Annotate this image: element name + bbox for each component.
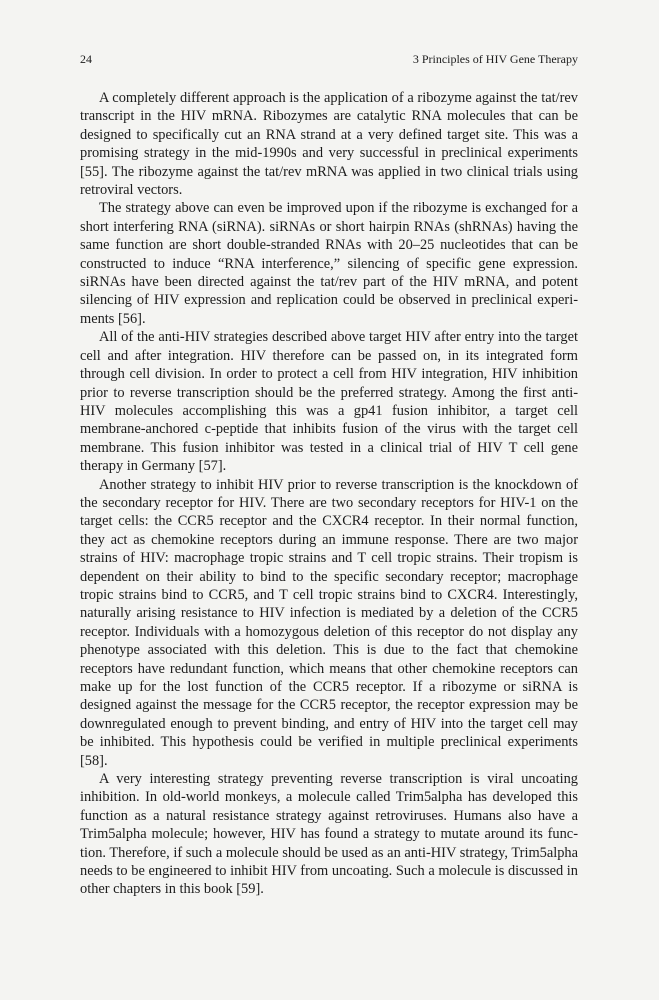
paragraph-fusion-inhibitor: All of the anti-HIV strategies described above target HIV after entry into the target cell and after integration. HIV therefore can be passed on, in its integrated form through cell division. In order to protect a cell from HIV integration, HIV inhibition prior to reverse transcription should be the preferred strategy. Among the first anti-HIV molecules accomplishing this was a gp41 fusion inhibitor, a target cell membrane-anchored c-peptide that inhibits fusion of the virus with the target cell membrane. This fusion inhibitor was tested in a clinical trial of HIV T cell gene therapy in Germany [57]. (80, 329, 578, 475)
body-text (80, 89, 578, 899)
paragraph-ccr5-knockdown: Another strategy to inhibit HIV prior to reverse transcription is the knockdown of the secondary receptor for HIV. There are two secondary receptors for HIV-1 on the target cells: the CCR5 receptor and the CXCR4 receptor. In their normal function, they act as chemokine receptors during an immune response. There are two major strains of HIV: macrophage tropic strains and T cell tropic strains. Their tropism is dependent on their ability to bind to the specific secondary receptor; macrophage tropic strains bind to CCR5, and T cell tropic strains bind to CXCR4. Interestingly, naturally arising resistance to HIV infection is mediated by a deletion of the CCR5 receptor. Individuals with a homozygous deletion of this receptor do not display any phenotype associated with this deletion. This is due to the fact that chemokine receptors have redundant function, which means that other chemokine receptors can make up for the lost function of the CCR5 receptor. If a ribozyme or siRNA is designed against the message for the CCR5 receptor, the receptor expression may be downregulated enough to prevent binding, and entry of HIV into the target cell may be inhibited. This hypothesis could be verified in multiple preclinical experiments [58]. (80, 476, 578, 769)
chapter-title: 3 Principles of HIV Gene Therapy (412, 52, 578, 66)
paragraph-sirna: The strategy above can even be improved upon if the ribozyme is exchanged for a short interfering RNA (siRNA). siRNAs or short hairpin RNAs (shRNAs) having the same function are short double-stranded RNAs with 20–25 nucleotides that can be constructed to induce “RNA interference,” silencing of specific gene expression. siRNAs have been directed against the tat/rev part of the HIV mRNA, and potent silencing of HIV expression and replication could be observed in preclinical experiments [56]. (80, 200, 578, 327)
paragraph-ribozyme: A completely different approach is the application of a ribozyme against the tat/rev transcript in the HIV mRNA. Ribozymes are catalytic RNA molecules that can be designed to specifically cut an RNA strand at a very defined target site. This was a promising strategy in the mid-1990s and very successful in preclinical experiments [55]. The ribozyme against the tat/rev mRNA was applied in two clinical trials using retroviral vectors. (80, 90, 578, 199)
paragraph-trim5alpha: A very interesting strategy preventing reverse transcription is viral uncoating inhibition. In old-world monkeys, a molecule called Trim5alpha has developed this function as a natural resistance strategy against retroviruses. Humans also have a Trim5alpha molecule; however, HIV has found a strategy to mutate around its function. Therefore, if such a molecule should be used as an anti-HIV strategy, Trim5alpha needs to be engineered to inhibit HIV from uncoating. Such a molecule is discussed in other chapters in this book [59]. (80, 771, 578, 898)
page-number: 24 (80, 52, 92, 66)
